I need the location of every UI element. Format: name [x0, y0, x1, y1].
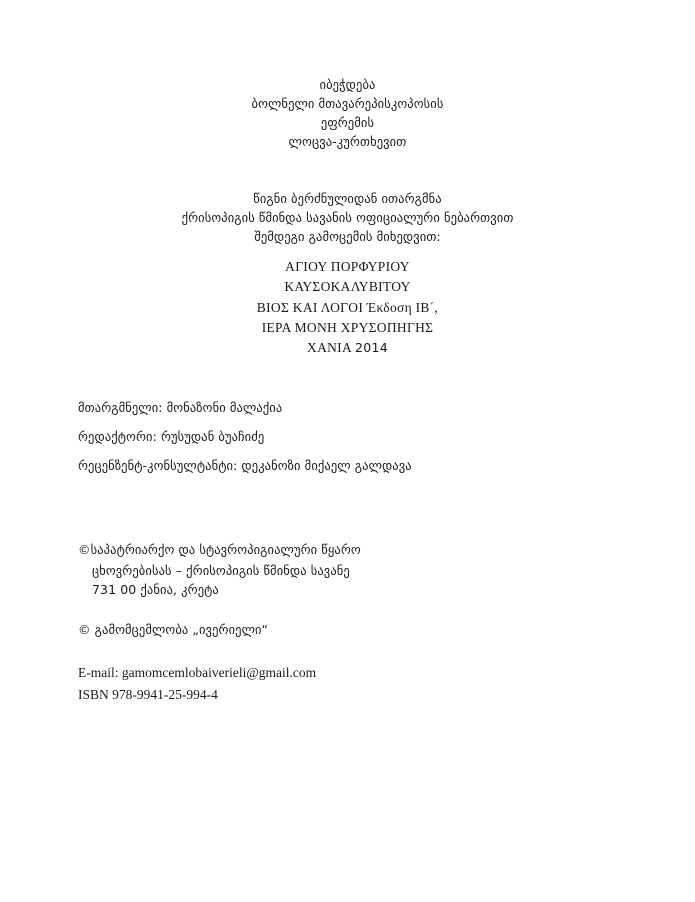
source-edition-city: ΧΑΝΙΑ	[307, 340, 352, 355]
publisher-copyright: © გამომცემლობა „ივერიელი“	[78, 622, 269, 637]
copyright-line-1: ©საპატრიარქო და სტავროპიგიალური წყარო	[78, 542, 361, 557]
blessing-line-4: ლოცვა-კურთხევით	[288, 134, 407, 149]
source-edition-line-5	[0, 339, 695, 357]
blessing-line-2: ბოლნელი მთავარეპისკოპოსის	[251, 96, 444, 111]
isbn-line: ISBN 978-9941-25-994-4	[78, 687, 218, 702]
email-line: E-mail: gamomcemlobaiverieli@gmail.com	[78, 665, 317, 680]
copyright-line-3: 731 00 ქანია, კრეტა	[92, 582, 219, 597]
source-edition-line-1: ΑΓΙΟΥ ΠΟΡΦΥΡΙΟΥ	[285, 259, 410, 274]
source-edition-line-4: ΙΕΡΑ ΜΟΝΗ ΧΡΥΣΟΠΗΓΗΣ	[261, 320, 434, 335]
blessing-line-3: ეფრემის	[320, 115, 375, 130]
editor-credit: რედაქტორი: რუსუდან ბუაჩიძე	[78, 429, 265, 444]
source-edition-line-3: ΒΙΟΣ ΚΑΙ ΛΟΓΟΙ Έκδοση ΙΒ΄,	[256, 300, 439, 315]
translation-note-line-2: ქრისოპიგის წმინდა სავანის ოფიციალური ნებართვით	[181, 210, 514, 225]
copyright-line-2: ცხოვრებისას – ქრისოპიგის წმინდა სავანე	[92, 563, 350, 578]
translator-credit: მთარგმნელი: მონაზონი მალაქია	[78, 400, 283, 415]
source-edition-year: 2014	[354, 340, 388, 355]
source-edition-line-2: ΚΑΥΣΟΚΑΛΥΒΙΤΟΥ	[284, 279, 411, 294]
translation-note-line-3: შემდეგი გამოცემის მიხედვით:	[254, 229, 441, 244]
translation-note-line-1: წიგნი ბერძნულიდან ითარგმნა	[253, 191, 442, 206]
reviewer-credit: რეცენზენტ-კონსულტანტი: დეკანოზი მიქაელ გალდავა	[78, 458, 412, 473]
blessing-line-1: იბეჭდება	[319, 77, 376, 92]
